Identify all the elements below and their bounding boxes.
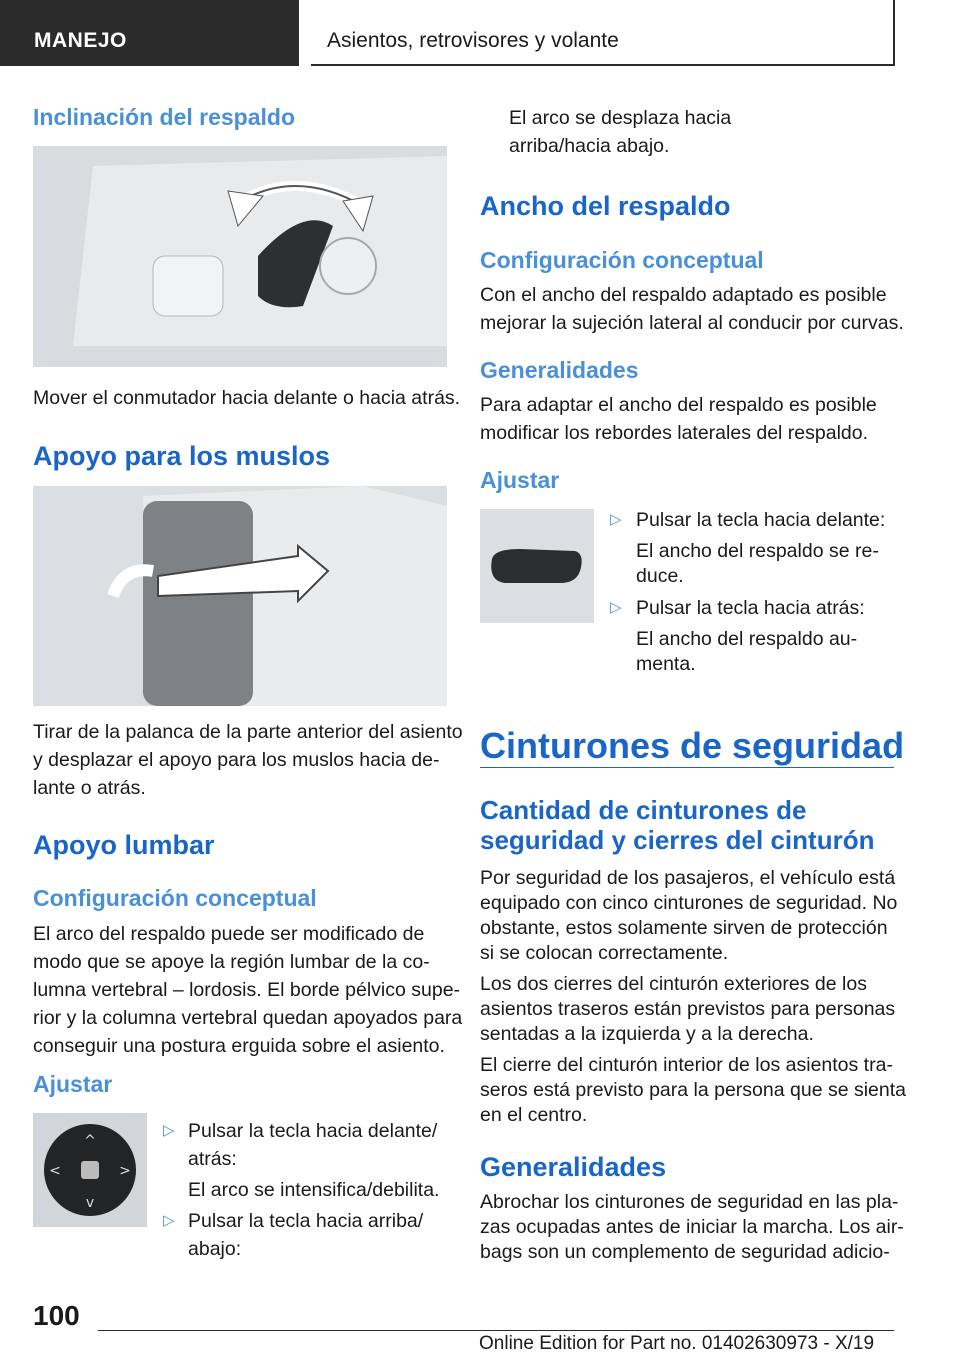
backrest-tilt-caption: Mover el conmutador hacia delante o hacia atrás. bbox=[33, 387, 461, 409]
lumbar-adjust-heading: Ajustar bbox=[33, 1071, 113, 1097]
chapter-tab bbox=[0, 0, 299, 66]
chapter-title: MANEJO bbox=[34, 29, 127, 52]
lumbar-bullet-2-line-1: Pulsar la tecla hacia arriba/ bbox=[188, 1210, 424, 1232]
belts-general-line-3: bags son un complemento de seguridad adicio- bbox=[480, 1241, 890, 1263]
width-switch-image bbox=[480, 509, 594, 623]
lumbar-concept-line-5: conseguir una postura erguida sobre el asiento. bbox=[33, 1035, 445, 1057]
belts-para3-line-1: El cierre del cinturón interior de los asientos tra- bbox=[480, 1054, 893, 1076]
lumbar-cont-line-1: El arco se desplaza hacia bbox=[509, 107, 732, 129]
width-general-heading: Generalidades bbox=[480, 357, 639, 383]
lumbar-concept-line-4: rior y la columna vertebral quedan apoyados para bbox=[33, 1007, 463, 1029]
belts-para1-line-3: obstante, estos solamente sirven de protección bbox=[480, 917, 888, 939]
lumbar-switch-image bbox=[33, 1113, 147, 1227]
section-title: Asientos, retrovisores y volante bbox=[327, 29, 619, 52]
belts-para1-line-4: si se colocan correctamente. bbox=[480, 942, 729, 964]
belts-para3-line-2: seros está previsto para la persona que se sienta bbox=[480, 1079, 907, 1101]
lumbar-concept-line-3: lumna vertebral – lordosis. El borde pélvico supe- bbox=[33, 979, 461, 1001]
width-bullet-2-result-2: menta. bbox=[636, 653, 696, 675]
belts-para3-line-3: en el centro. bbox=[480, 1104, 588, 1126]
backrest-tilt-image bbox=[33, 146, 447, 367]
width-bullet-2-line: Pulsar la tecla hacia atrás: bbox=[636, 597, 865, 619]
svg-text:^: ^ bbox=[84, 1133, 96, 1149]
lumbar-bullet-1-line-1: Pulsar la tecla hacia delante/ bbox=[188, 1120, 438, 1142]
lumbar-cont-line-2: arriba/hacia abajo. bbox=[509, 135, 670, 157]
width-bullet-1-result-1: El ancho del respaldo se re- bbox=[636, 540, 879, 562]
lumbar-bullet-1-line-2: atrás: bbox=[188, 1148, 237, 1170]
belts-count-heading-1: Cantidad de cinturones de bbox=[480, 795, 807, 825]
width-general-line-2: modificar los rebordes laterales del respaldo. bbox=[480, 422, 869, 444]
backrest-tilt-heading: Inclinación del respaldo bbox=[33, 104, 296, 130]
bullet-icon: ▷ bbox=[163, 1212, 175, 1229]
thigh-support-heading: Apoyo para los muslos bbox=[33, 441, 331, 471]
bullet-icon: ▷ bbox=[610, 599, 622, 616]
belts-para2-line-2: asientos traseros están previstos para personas bbox=[480, 998, 896, 1020]
belts-general-line-1: Abrochar los cinturones de seguridad en las pla- bbox=[480, 1191, 899, 1213]
thigh-support-caption-3: lante o atrás. bbox=[33, 777, 146, 799]
width-bullet-1-line: Pulsar la tecla hacia delante: bbox=[636, 509, 886, 531]
belts-para1-line-2: equipado con cinco cinturones de seguridad. No bbox=[480, 892, 898, 914]
thigh-support-image bbox=[33, 486, 447, 706]
lumbar-heading: Apoyo lumbar bbox=[33, 830, 215, 860]
belts-para2-line-3: sentadas a la izquierda y a la derecha. bbox=[480, 1023, 814, 1045]
svg-text:>: > bbox=[119, 1163, 131, 1179]
footer-edition: Online Edition for Part no. 01402630973 - X/19 bbox=[479, 1333, 875, 1354]
belts-general-heading: Generalidades bbox=[480, 1152, 667, 1182]
footer-rule bbox=[98, 1330, 894, 1331]
width-adjust-heading: Ajustar bbox=[480, 467, 560, 493]
bullet-icon: ▷ bbox=[610, 511, 622, 528]
belts-para2-line-1: Los dos cierres del cinturón exteriores de los bbox=[480, 973, 867, 995]
lumbar-bullet-1-result: El arco se intensifica/debilita. bbox=[188, 1179, 440, 1201]
lumbar-concept-heading: Configuración conceptual bbox=[33, 885, 317, 911]
svg-text:v: v bbox=[85, 1195, 95, 1211]
belts-general-line-2: zas ocupadas antes de iniciar la marcha. Los air- bbox=[480, 1216, 904, 1238]
section-header bbox=[311, 0, 895, 66]
page-number: 100 bbox=[33, 1300, 80, 1331]
width-bullet-2-result-1: El ancho del respaldo au- bbox=[636, 628, 858, 650]
lumbar-concept-line-1: El arco del respaldo puede ser modificado de bbox=[33, 923, 425, 945]
width-concept-line-1: Con el ancho del respaldo adaptado es posible bbox=[480, 284, 887, 306]
bullet-icon: ▷ bbox=[163, 1122, 175, 1139]
svg-text:<: < bbox=[49, 1163, 61, 1179]
belts-heading: Cinturones de seguridad bbox=[480, 725, 905, 766]
width-concept-heading: Configuración conceptual bbox=[480, 247, 764, 273]
thigh-support-caption-2: y desplazar el apoyo para los muslos hacia de- bbox=[33, 749, 440, 771]
belts-count-heading-2: seguridad y cierres del cinturón bbox=[480, 825, 875, 855]
belts-heading-rule bbox=[480, 767, 894, 768]
thigh-support-caption-1: Tirar de la palanca de la parte anterior del asiento bbox=[33, 721, 463, 743]
lumbar-concept-line-2: modo que se apoye la región lumbar de la co- bbox=[33, 951, 430, 973]
width-heading: Ancho del respaldo bbox=[480, 191, 731, 221]
width-general-line-1: Para adaptar el ancho del respaldo es posible bbox=[480, 394, 877, 416]
lumbar-bullet-2-line-2: abajo: bbox=[188, 1238, 242, 1260]
belts-para1-line-1: Por seguridad de los pasajeros, el vehículo está bbox=[480, 867, 896, 889]
width-concept-line-2: mejorar la sujeción lateral al conducir por curvas. bbox=[480, 312, 904, 334]
width-bullet-1-result-2: duce. bbox=[636, 565, 684, 587]
